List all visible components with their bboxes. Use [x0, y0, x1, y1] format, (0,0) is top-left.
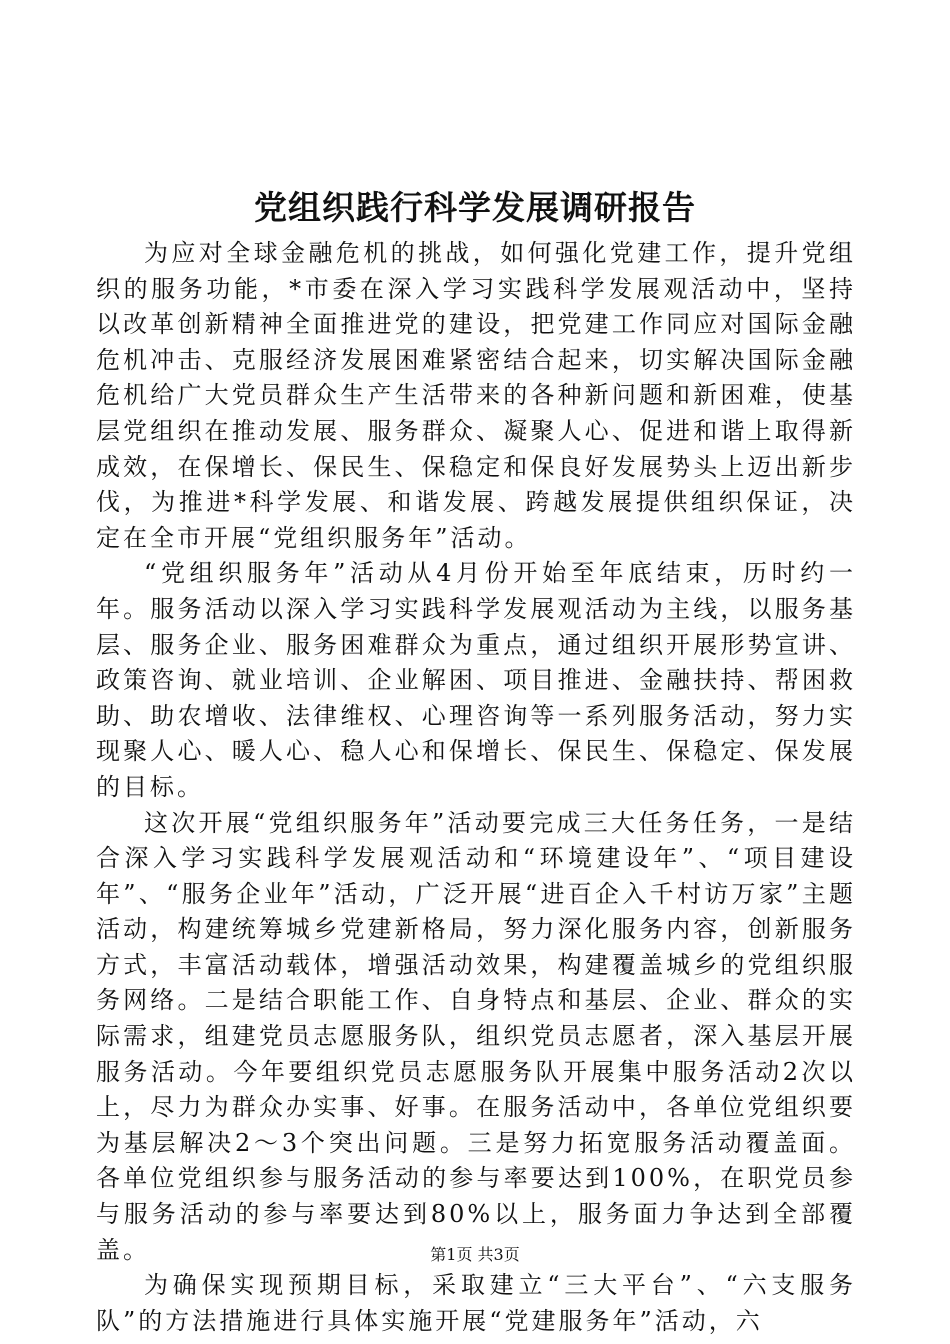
document-body [96, 236, 856, 1339]
paragraph-2: “党组织服务年”活动从4月份开始至年底结束，历时约一年。服务活动以深入学习实践科学发展观活动为主线，以服务基层、服务企业、服务困难群众为重点，通过组织开展形势宣讲、政策咨询、就业培训、企业解困、项目推进、金融扶持、帮困救助、助农增收、法律维权、心理咨询等一系列服务活动，努力实现聚人心、暖人心、稳人心和保增长、保民生、保稳定、保发展的目标。 [96, 559, 856, 801]
paragraph-3: 这次开展“党组织服务年”活动要完成三大任务任务，一是结合深入学习实践科学发展观活动和“环境建设年”、“项目建设年”、“服务企业年”活动，广泛开展“进百企入千村访万家”主题活动，构建统筹城乡党建新格局，努力深化服务内容，创新服务方式，丰富活动载体，增强活动效果，构建覆盖城乡的党组织服务网络。二是结合职能工作、自身特点和基层、企业、群众的实际需求，组建党员志愿服务队，组织党员志愿者，深入基层开展服务活动。今年要组织党员志愿服务队开展集中服务活动2次以上，尽力为群众办实事、好事。在服务活动中，各单位党组织要为基层解决2～3个突出问题。三是努力拓宽服务活动覆盖面。各单位党组织参与服务活动的参与率要达到100%，在职党员参与服务活动的参与率要达到80%以上，服务面力争达到全部覆盖。 [96, 808, 856, 1264]
paragraph-1: 为应对全球金融危机的挑战，如何强化党建工作，提升党组织的服务功能，*市委在深入学习实践科学发展观活动中，坚持以改革创新精神全面推进党的建设，把党建工作同应对国际金融危机冲击、克服经济发展困难紧密结合起来，切实解决国际金融危机给广大党员群众生产生活带来的各种新问题和新困难，使基层党组织在推动发展、服务群众、凝聚人心、促进和谐上取得新成效，在保增长、保民生、保稳定和保良好发展势头上迈出新步伐，为推进*科学发展、和谐发展、跨越发展提供组织保证，决定在全市开展“党组织服务年”活动。 [96, 239, 856, 552]
document-title: 党组织践行科学发展调研报告 [254, 188, 696, 227]
paragraph-4: 为确保实现预期目标，采取建立“三大平台”、“六支服务队”的方法措施进行具体实施开展“党建服务年”活动，六 [96, 1271, 856, 1335]
page-number-footer: 第1页 共3页 [430, 1245, 520, 1264]
